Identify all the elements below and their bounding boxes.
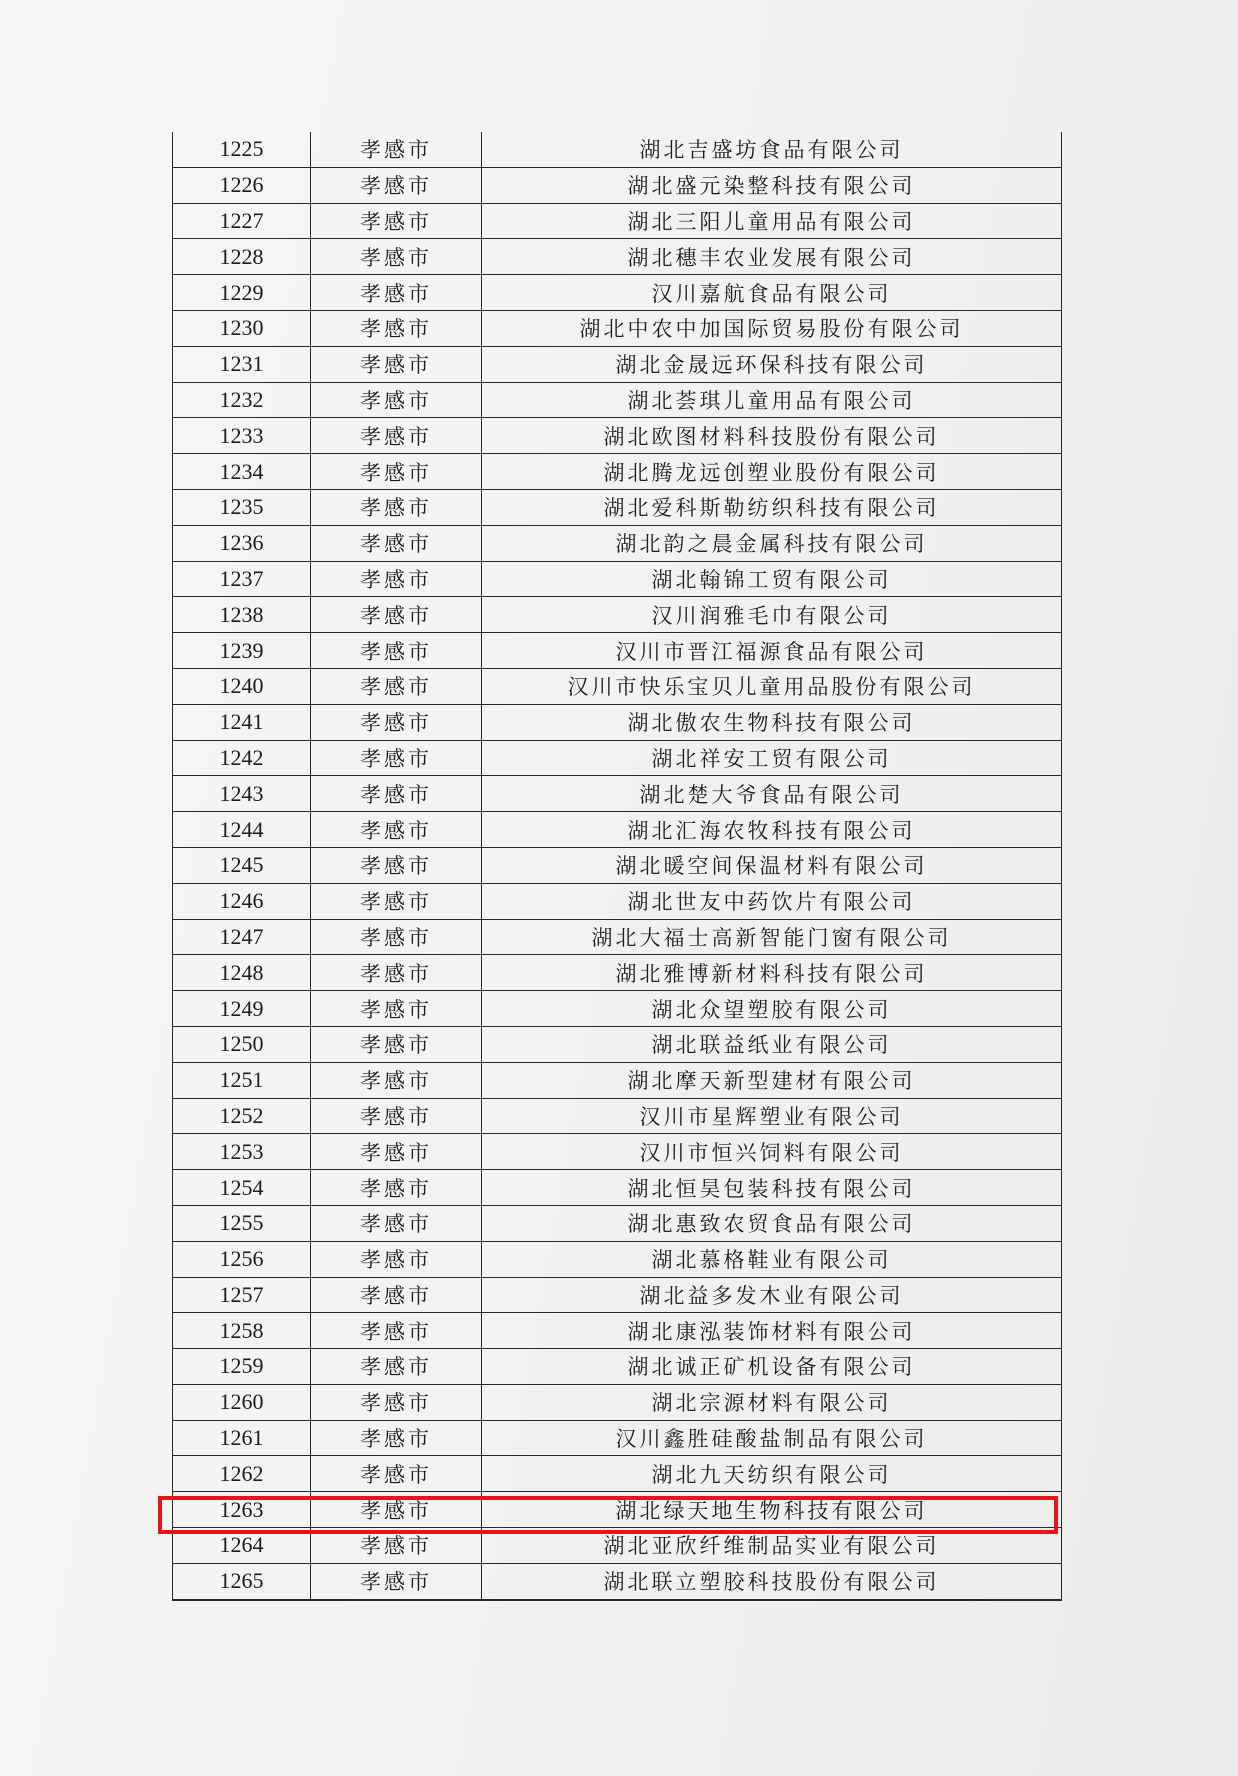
company-name-cell: 湖北韵之晨金属科技有限公司 (482, 525, 1062, 561)
table-row (173, 1563, 1062, 1599)
company-name-cell: 汉川市快乐宝贝儿童用品股份有限公司 (482, 668, 1062, 704)
city-cell: 孝感市 (311, 1026, 482, 1062)
company-name-cell: 汉川润雅毛巾有限公司 (482, 597, 1062, 633)
company-name-cell: 湖北绿天地生物科技有限公司 (482, 1492, 1062, 1528)
table-row (173, 1062, 1062, 1098)
company-name-cell: 湖北宗源材料有限公司 (482, 1384, 1062, 1420)
table-body (173, 132, 1062, 1600)
city-cell: 孝感市 (311, 633, 482, 669)
city-cell: 孝感市 (311, 1134, 482, 1170)
city-cell: 孝感市 (311, 1098, 482, 1134)
row-number-cell: 1235 (173, 489, 311, 525)
table-row (173, 382, 1062, 418)
company-name-cell: 湖北楚大爷食品有限公司 (482, 776, 1062, 812)
row-number-cell: 1258 (173, 1313, 311, 1349)
city-cell: 孝感市 (311, 1384, 482, 1420)
city-cell: 孝感市 (311, 1456, 482, 1492)
row-number-cell: 1253 (173, 1134, 311, 1170)
row-number-cell: 1227 (173, 203, 311, 239)
table-row (173, 310, 1062, 346)
row-number-cell: 1233 (173, 418, 311, 454)
row-number-cell: 1261 (173, 1420, 311, 1456)
company-name-cell: 湖北恒昊包装科技有限公司 (482, 1170, 1062, 1206)
row-number-cell: 1228 (173, 239, 311, 275)
company-name-cell: 湖北祥安工贸有限公司 (482, 740, 1062, 776)
row-number-cell: 1251 (173, 1062, 311, 1098)
company-name-cell: 湖北三阳儿童用品有限公司 (482, 203, 1062, 239)
table-row (173, 740, 1062, 776)
company-name-cell: 汉川市晋江福源食品有限公司 (482, 633, 1062, 669)
company-name-cell: 湖北中农中加国际贸易股份有限公司 (482, 310, 1062, 346)
row-number-cell: 1245 (173, 847, 311, 883)
row-number-cell: 1225 (173, 132, 311, 167)
row-number-cell: 1256 (173, 1241, 311, 1277)
table-row (173, 454, 1062, 490)
row-number-cell: 1264 (173, 1528, 311, 1564)
city-cell: 孝感市 (311, 1277, 482, 1313)
company-name-cell: 湖北诚正矿机设备有限公司 (482, 1349, 1062, 1385)
table-row (173, 847, 1062, 883)
table-row (173, 883, 1062, 919)
company-name-cell: 湖北荟琪儿童用品有限公司 (482, 382, 1062, 418)
row-number-cell: 1243 (173, 776, 311, 812)
row-number-cell: 1250 (173, 1026, 311, 1062)
city-cell: 孝感市 (311, 1170, 482, 1206)
company-name-cell: 湖北九天纺织有限公司 (482, 1456, 1062, 1492)
row-number-cell: 1259 (173, 1349, 311, 1385)
table-row (173, 1026, 1062, 1062)
table-row (173, 812, 1062, 848)
company-name-cell: 湖北摩天新型建材有限公司 (482, 1062, 1062, 1098)
table-row (173, 203, 1062, 239)
row-number-cell: 1237 (173, 561, 311, 597)
row-number-cell: 1263 (173, 1492, 311, 1528)
row-number-cell: 1239 (173, 633, 311, 669)
city-cell: 孝感市 (311, 1563, 482, 1599)
company-name-cell: 湖北惠致农贸食品有限公司 (482, 1205, 1062, 1241)
row-number-cell: 1229 (173, 275, 311, 311)
city-cell: 孝感市 (311, 1313, 482, 1349)
table-row (173, 597, 1062, 633)
city-cell: 孝感市 (311, 1241, 482, 1277)
city-cell: 孝感市 (311, 1420, 482, 1456)
table-row (173, 668, 1062, 704)
row-number-cell: 1255 (173, 1205, 311, 1241)
city-cell: 孝感市 (311, 740, 482, 776)
company-name-cell: 湖北康泓装饰材料有限公司 (482, 1313, 1062, 1349)
city-cell: 孝感市 (311, 597, 482, 633)
table-row (173, 633, 1062, 669)
row-number-cell: 1265 (173, 1563, 311, 1599)
company-name-cell: 湖北汇海农牧科技有限公司 (482, 812, 1062, 848)
city-cell: 孝感市 (311, 991, 482, 1027)
city-cell: 孝感市 (311, 1349, 482, 1385)
table-row (173, 1313, 1062, 1349)
row-number-cell: 1238 (173, 597, 311, 633)
table-row (173, 1349, 1062, 1385)
city-cell: 孝感市 (311, 382, 482, 418)
city-cell: 孝感市 (311, 167, 482, 203)
row-number-cell: 1230 (173, 310, 311, 346)
table-row (173, 275, 1062, 311)
table-row (173, 346, 1062, 382)
table-row (173, 1277, 1062, 1313)
table-row (173, 704, 1062, 740)
row-number-cell: 1252 (173, 1098, 311, 1134)
company-name-cell: 湖北爱科斯勒纺织科技有限公司 (482, 489, 1062, 525)
company-name-cell: 湖北世友中药饮片有限公司 (482, 883, 1062, 919)
company-name-cell: 湖北亚欣纤维制品实业有限公司 (482, 1528, 1062, 1564)
company-name-cell: 湖北雅博新材料科技有限公司 (482, 955, 1062, 991)
row-number-cell: 1234 (173, 454, 311, 490)
city-cell: 孝感市 (311, 454, 482, 490)
table-row (173, 1528, 1062, 1564)
city-cell: 孝感市 (311, 919, 482, 955)
table-row (173, 167, 1062, 203)
city-cell: 孝感市 (311, 1528, 482, 1564)
row-number-cell: 1246 (173, 883, 311, 919)
company-name-cell: 湖北穗丰农业发展有限公司 (482, 239, 1062, 275)
row-number-cell: 1232 (173, 382, 311, 418)
table-row (173, 1205, 1062, 1241)
city-cell: 孝感市 (311, 203, 482, 239)
row-number-cell: 1242 (173, 740, 311, 776)
city-cell: 孝感市 (311, 776, 482, 812)
table-row (173, 132, 1062, 167)
company-list-table (172, 132, 1062, 1601)
company-name-cell: 湖北大福士高新智能门窗有限公司 (482, 919, 1062, 955)
city-cell: 孝感市 (311, 239, 482, 275)
row-number-cell: 1240 (173, 668, 311, 704)
city-cell: 孝感市 (311, 704, 482, 740)
city-cell: 孝感市 (311, 132, 482, 167)
city-cell: 孝感市 (311, 561, 482, 597)
table-row (173, 489, 1062, 525)
company-name-cell: 汉川市星辉塑业有限公司 (482, 1098, 1062, 1134)
city-cell: 孝感市 (311, 812, 482, 848)
city-cell: 孝感市 (311, 1062, 482, 1098)
row-number-cell: 1248 (173, 955, 311, 991)
table-row (173, 525, 1062, 561)
company-name-cell: 湖北联立塑胶科技股份有限公司 (482, 1563, 1062, 1599)
city-cell: 孝感市 (311, 847, 482, 883)
table-row (173, 561, 1062, 597)
company-name-cell: 湖北吉盛坊食品有限公司 (482, 132, 1062, 167)
table-row (173, 919, 1062, 955)
city-cell: 孝感市 (311, 346, 482, 382)
row-number-cell: 1262 (173, 1456, 311, 1492)
row-number-cell: 1244 (173, 812, 311, 848)
table-row (173, 1241, 1062, 1277)
row-number-cell: 1257 (173, 1277, 311, 1313)
table-row (173, 1170, 1062, 1206)
company-name-cell: 汉川市恒兴饲料有限公司 (482, 1134, 1062, 1170)
row-number-cell: 1231 (173, 346, 311, 382)
company-name-cell: 湖北慕格鞋业有限公司 (482, 1241, 1062, 1277)
row-number-cell: 1260 (173, 1384, 311, 1420)
table-row (173, 1492, 1062, 1528)
city-cell: 孝感市 (311, 275, 482, 311)
company-name-cell: 湖北联益纸业有限公司 (482, 1026, 1062, 1062)
company-name-cell: 汉川鑫胜硅酸盐制品有限公司 (482, 1420, 1062, 1456)
city-cell: 孝感市 (311, 1205, 482, 1241)
row-number-cell: 1247 (173, 919, 311, 955)
city-cell: 孝感市 (311, 310, 482, 346)
company-name-cell: 湖北翰锦工贸有限公司 (482, 561, 1062, 597)
table-row (173, 991, 1062, 1027)
company-name-cell: 湖北众望塑胶有限公司 (482, 991, 1062, 1027)
city-cell: 孝感市 (311, 955, 482, 991)
row-number-cell: 1254 (173, 1170, 311, 1206)
table-row (173, 1384, 1062, 1420)
table-row (173, 1420, 1062, 1456)
table-row (173, 239, 1062, 275)
company-name-cell: 湖北腾龙远创塑业股份有限公司 (482, 454, 1062, 490)
row-number-cell: 1249 (173, 991, 311, 1027)
company-name-cell: 湖北金晟远环保科技有限公司 (482, 346, 1062, 382)
table-row (173, 776, 1062, 812)
city-cell: 孝感市 (311, 668, 482, 704)
company-name-cell: 湖北盛元染整科技有限公司 (482, 167, 1062, 203)
company-name-cell: 汉川嘉航食品有限公司 (482, 275, 1062, 311)
city-cell: 孝感市 (311, 883, 482, 919)
city-cell: 孝感市 (311, 489, 482, 525)
row-number-cell: 1226 (173, 167, 311, 203)
table-row (173, 955, 1062, 991)
company-name-cell: 湖北傲农生物科技有限公司 (482, 704, 1062, 740)
table-row (173, 1456, 1062, 1492)
company-name-cell: 湖北益多发木业有限公司 (482, 1277, 1062, 1313)
table-row (173, 418, 1062, 454)
city-cell: 孝感市 (311, 525, 482, 561)
company-name-cell: 湖北欧图材料科技股份有限公司 (482, 418, 1062, 454)
row-number-cell: 1236 (173, 525, 311, 561)
table-row (173, 1134, 1062, 1170)
city-cell: 孝感市 (311, 418, 482, 454)
city-cell: 孝感市 (311, 1492, 482, 1528)
company-name-cell: 湖北暖空间保温材料有限公司 (482, 847, 1062, 883)
table-row (173, 1098, 1062, 1134)
row-number-cell: 1241 (173, 704, 311, 740)
